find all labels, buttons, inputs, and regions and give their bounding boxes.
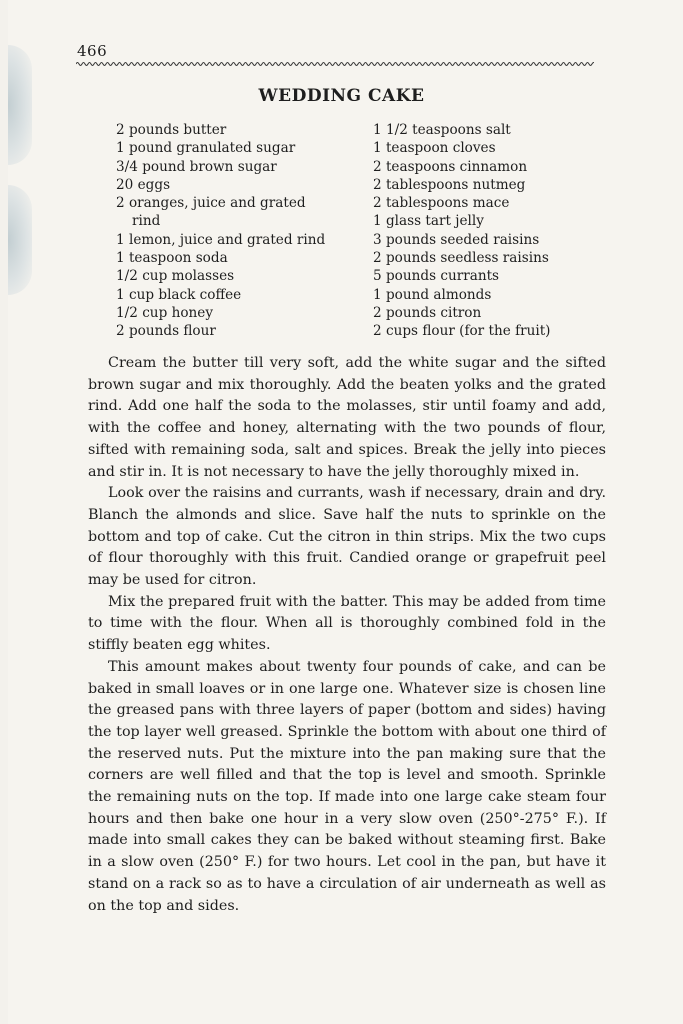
ingredient-item: rind [132, 213, 161, 230]
ingredients-right-column [373, 121, 613, 341]
ingredient-item: 20 eggs [116, 176, 171, 193]
ingredient-item: 1 cup black coffee [116, 286, 242, 303]
instruction-paragraph: Look over the raisins and currants, wash if necessary, drain and dry. Blanch the almonds and slice. Save half the nuts to sprinkle on the bottom and top of cake. Cut the citron in thin strips. Mix the two cups of flour thoroughly with this fruit. Candied orange or grapefruit peel may be used for citron. [88, 485, 606, 589]
ingredient-item: 1 pound granulated sugar [116, 140, 296, 157]
ingredient-item: 2 pounds butter [116, 122, 227, 138]
ingredient-item: 1 teaspoon cloves [373, 140, 496, 157]
ingredient-item: 2 pounds flour [116, 323, 216, 340]
ingredient-item: 2 tablespoons mace [373, 195, 510, 212]
ingredient-item: 2 oranges, juice and grated [116, 195, 306, 212]
ingredient-item: 1/2 cup molasses [116, 268, 235, 285]
page-number: 466 [77, 42, 108, 60]
ingredient-item: 1 pound almonds [373, 286, 492, 303]
instruction-paragraph: Cream the butter till very soft, add the white sugar and the sifted brown sugar and mix thoroughly. Add the beaten yolks and the grated rind. Add one half the soda to the molasses, stir until foamy and add, with the coffee and honey, alternating with the two pounds of flour, sifted with remaining soda, salt and spices. Break the jelly into pieces and stir in. It is not necessary to have the jelly thoroughly mixed in. [88, 355, 606, 480]
recipe-instructions [88, 353, 606, 917]
binding-shadow [8, 185, 32, 295]
ingredient-item: 2 teaspoons cinnamon [373, 158, 528, 175]
ingredients-left-column [116, 121, 361, 341]
instruction-paragraph: This amount makes about twenty four pounds of cake, and can be baked in small loaves or in one large one. Whatever size is chosen line the greased pans with three layers of paper (bottom and sides) having the top layer well greased. Sprinkle the bottom with about one third of the reserved nuts. Put the mixture into the pan making sure that the corners are well filled and that the top is level and smooth. Sprinkle the remaining nuts on the top. If made into one large cake steam four hours and then bake one hour in a very slow oven (250°-275° F.). If made into small cakes they can be baked without steaming first. Bake in a slow oven (250° F.) for two hours. Let cool in the pan, but have it stand on a rack so as to have a circulation of air underneath as well as on the top and sides. [88, 658, 606, 914]
ingredient-item: 1 lemon, juice and grated rind [116, 231, 326, 248]
ingredient-item: 5 pounds currants [373, 268, 500, 285]
instruction-paragraph: Mix the prepared fruit with the batter. This may be added from time to time with the flour. When all is thoroughly combined fold in the stiffly beaten egg whites. [88, 593, 606, 654]
ingredient-item: 1 1/2 teaspoons salt [373, 122, 511, 138]
ingredient-item: 2 cups flour (for the fruit) [373, 323, 551, 340]
ingredient-item: 2 tablespoons nutmeg [373, 176, 526, 193]
ingredient-item: 3/4 pound brown sugar [116, 158, 277, 175]
ingredient-item: 1 teaspoon soda [116, 250, 228, 267]
ingredient-item: 1 glass tart jelly [373, 213, 484, 230]
ingredient-item: 3 pounds seeded raisins [373, 231, 540, 248]
recipe-title: WEDDING CAKE [258, 86, 425, 106]
ingredient-item: 1/2 cup honey [116, 304, 214, 321]
ingredient-item: 2 pounds citron [373, 304, 482, 321]
ingredient-item: 2 pounds seedless raisins [373, 250, 549, 267]
wavy-rule [76, 60, 594, 68]
